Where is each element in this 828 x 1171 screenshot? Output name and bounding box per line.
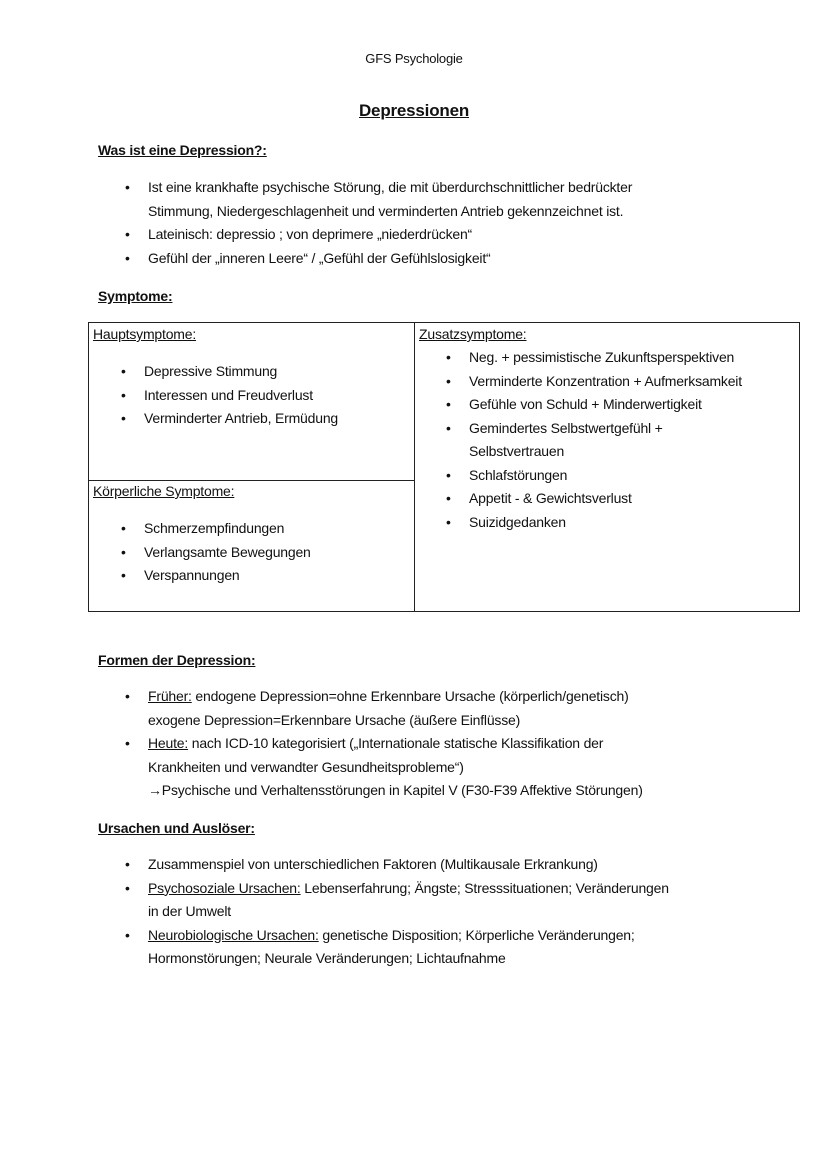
list-item: • Gefühle von Schuld + Minderwertigkeit [446,393,742,417]
causes-list [125,853,669,971]
heading-what-is: Was ist eine Depression?: [98,142,267,158]
main-symptoms-list [121,360,338,431]
list-item: • Verspannungen [121,564,311,588]
heading-forms: Formen der Depression: [98,652,256,668]
what-is-list [125,176,632,270]
list-item: • Verlangsamte Bewegungen [121,541,311,565]
page-header: GFS Psychologie [365,51,463,66]
list-item: • Lateinisch: depressio ; von deprimere „niederdrücken“ [125,223,632,247]
list-item: • Schlafstörungen [446,464,742,488]
list-item: • Psychosoziale Ursachen: Lebenserfahrung; Ängste; Stresssituationen; Veränderungen in der Umwelt [125,877,669,924]
list-item: • Appetit - & Gewichtsverlust [446,487,742,511]
additional-symptoms-heading: Zusatzsymptome: [419,326,527,342]
list-item: • Neurobiologische Ursachen: genetische Disposition; Körperliche Veränderungen; Hormonstörungen; Neurale Veränderungen; Lichtaufnahme [125,924,669,971]
list-item: • Neg. + pessimistische Zukunftsperspektiven [446,346,742,370]
heading-causes: Ursachen und Auslöser: [98,820,255,836]
physical-symptoms-list [121,517,311,588]
heading-symptoms: Symptome: [98,288,173,304]
list-item: • Ist eine krankhafte psychische Störung, die mit überdurchschnittlicher bedrückter Stimmung, Niedergeschlagenheit und verminderten Antrieb gekennzeichnet ist. [125,176,632,223]
list-item: • Schmerzempfindungen [121,517,311,541]
physical-symptoms-heading: Körperliche Symptome: [93,483,235,499]
list-item: • Gefühl der „inneren Leere“ / „Gefühl der Gefühlslosigkeit“ [125,247,632,271]
table-divider [89,480,414,481]
list-item: • Depressive Stimmung [121,360,338,384]
main-symptoms-heading: Hauptsymptome: [93,326,197,342]
list-item: • Verminderte Konzentration + Aufmerksamkeit [446,370,742,394]
list-item: • Früher: endogene Depression=ohne Erkennbare Ursache (körperlich/genetisch) exogene Depression=Erkennbare Ursache (äußere Einflüsse) [125,685,643,732]
table-divider [414,323,415,611]
additional-symptoms-list [446,346,742,534]
forms-list [125,685,643,803]
list-item: • Heute: nach ICD-10 kategorisiert („Internationale statische Klassifikation der Krankheiten und verwandter Gesundheitsprobleme“) →Psychische und Verhaltensstörungen in Kapitel V (F30-F39 Affektive Störungen) [125,732,643,803]
list-item: • Gemindertes Selbstwertgefühl + Selbstvertrauen [446,417,742,464]
symptoms-table [88,322,800,612]
page-title [0,101,828,121]
list-item: • Verminderter Antrieb, Ermüdung [121,407,338,431]
list-item: • Interessen und Freudverlust [121,384,338,408]
title-text: Depressionen [358,101,470,120]
list-item: • Zusammenspiel von unterschiedlichen Faktoren (Multikausale Erkrankung) [125,853,669,877]
list-item: • Suizidgedanken [446,511,742,535]
